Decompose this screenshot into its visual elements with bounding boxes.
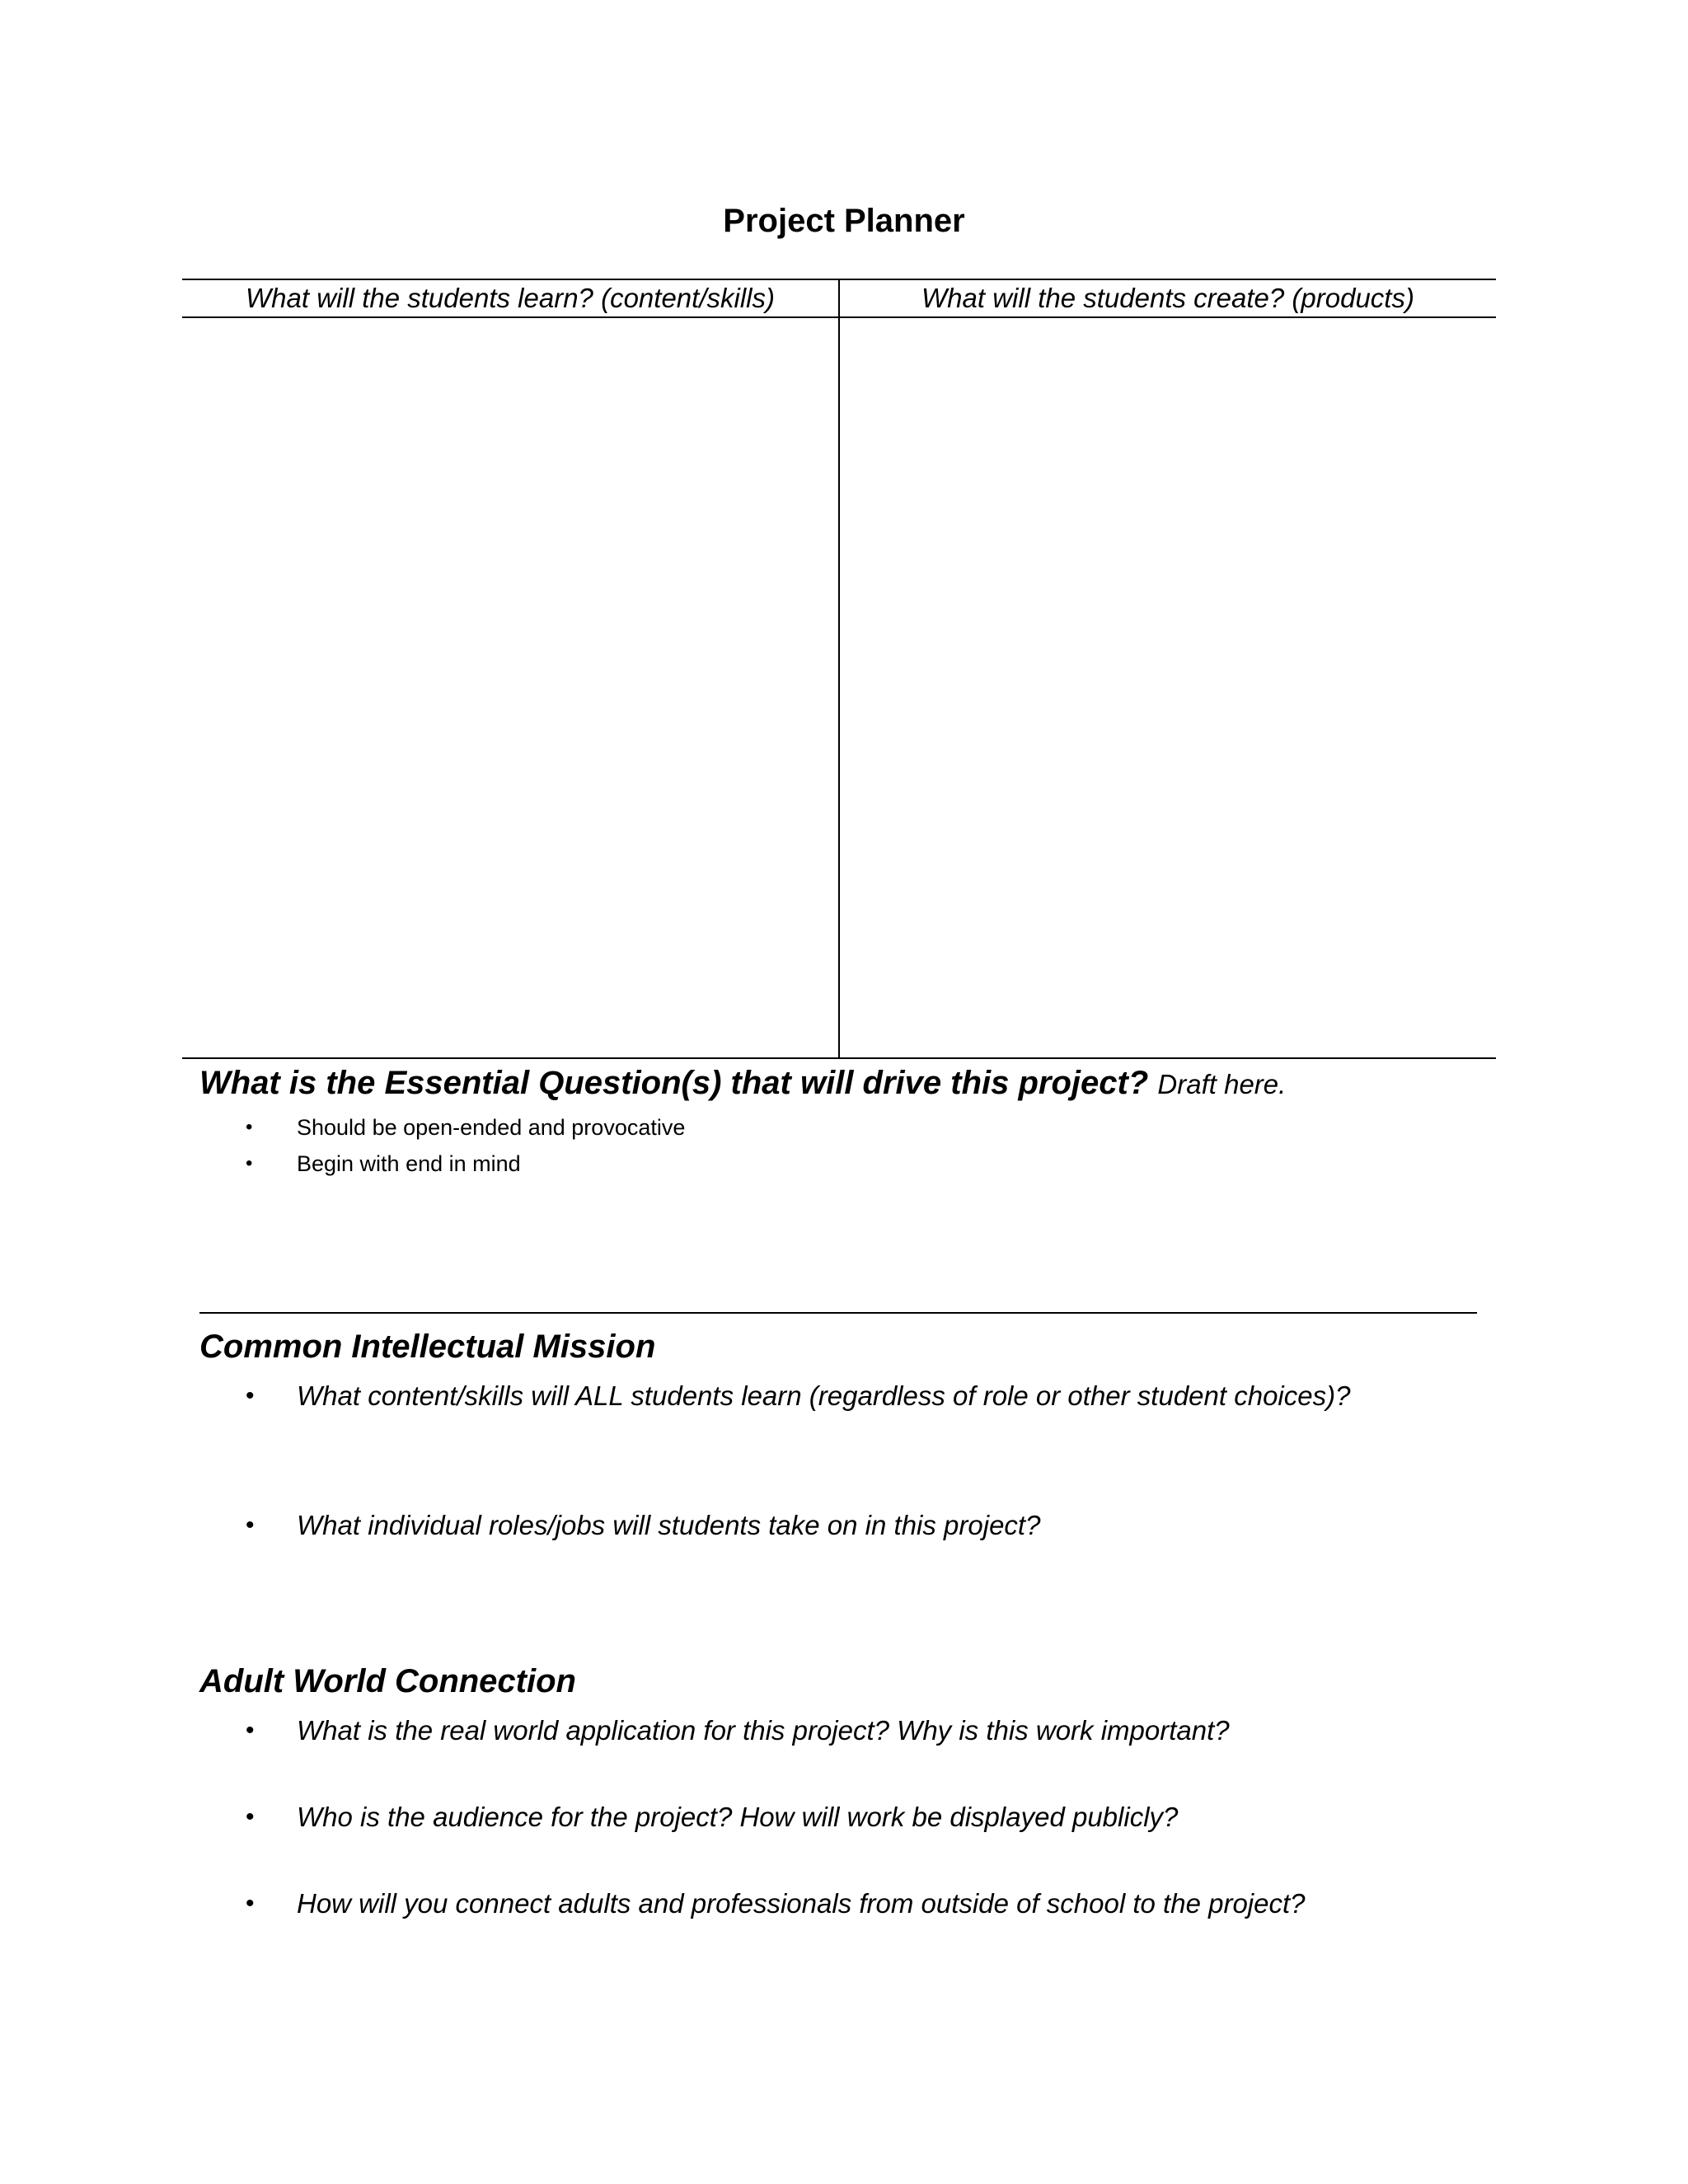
bullet-icon: • [246, 1382, 255, 1409]
essential-question-heading [199, 1060, 1286, 1108]
create-column-header: What will the students create? (products) [921, 283, 1414, 313]
common-mission-heading: Common Intellectual Mission [199, 1329, 656, 1365]
list-item-text: What content/skills will ALL students learn (regardless of role or other student choices)? [297, 1380, 1351, 1411]
draft-here-note: Draft here. [1157, 1069, 1287, 1099]
list-item-text: Who is the audience for the project? How will work be displayed publicly? [297, 1802, 1179, 1832]
bullet-icon: • [246, 1511, 255, 1539]
list-item-text: What individual roles/jobs will students take on in this project? [297, 1510, 1041, 1540]
adult-world-heading: Adult World Connection [199, 1663, 576, 1699]
table-column-divider [838, 279, 840, 1059]
list-item-text: What is the real world application for this project? Why is this work important? [297, 1715, 1230, 1746]
bullet-icon: • [246, 1717, 255, 1744]
list-item-text: How will you connect adults and professionals from outside of school to the project? [297, 1888, 1306, 1919]
list-item-text: Begin with end in mind [297, 1151, 521, 1176]
bullet-icon: • [246, 1116, 253, 1138]
list-item-text: Should be open-ended and provocative [297, 1115, 686, 1140]
bullet-icon: • [246, 1890, 255, 1917]
learn-column-header: What will the students learn? (content/skills) [246, 283, 775, 313]
section-divider [199, 1312, 1477, 1314]
bullet-icon: • [246, 1152, 253, 1174]
bullet-icon: • [246, 1803, 255, 1830]
page-title: Project Planner [723, 203, 965, 239]
essential-question-title: What is the Essential Question(s) that will drive this project? [199, 1065, 1149, 1101]
